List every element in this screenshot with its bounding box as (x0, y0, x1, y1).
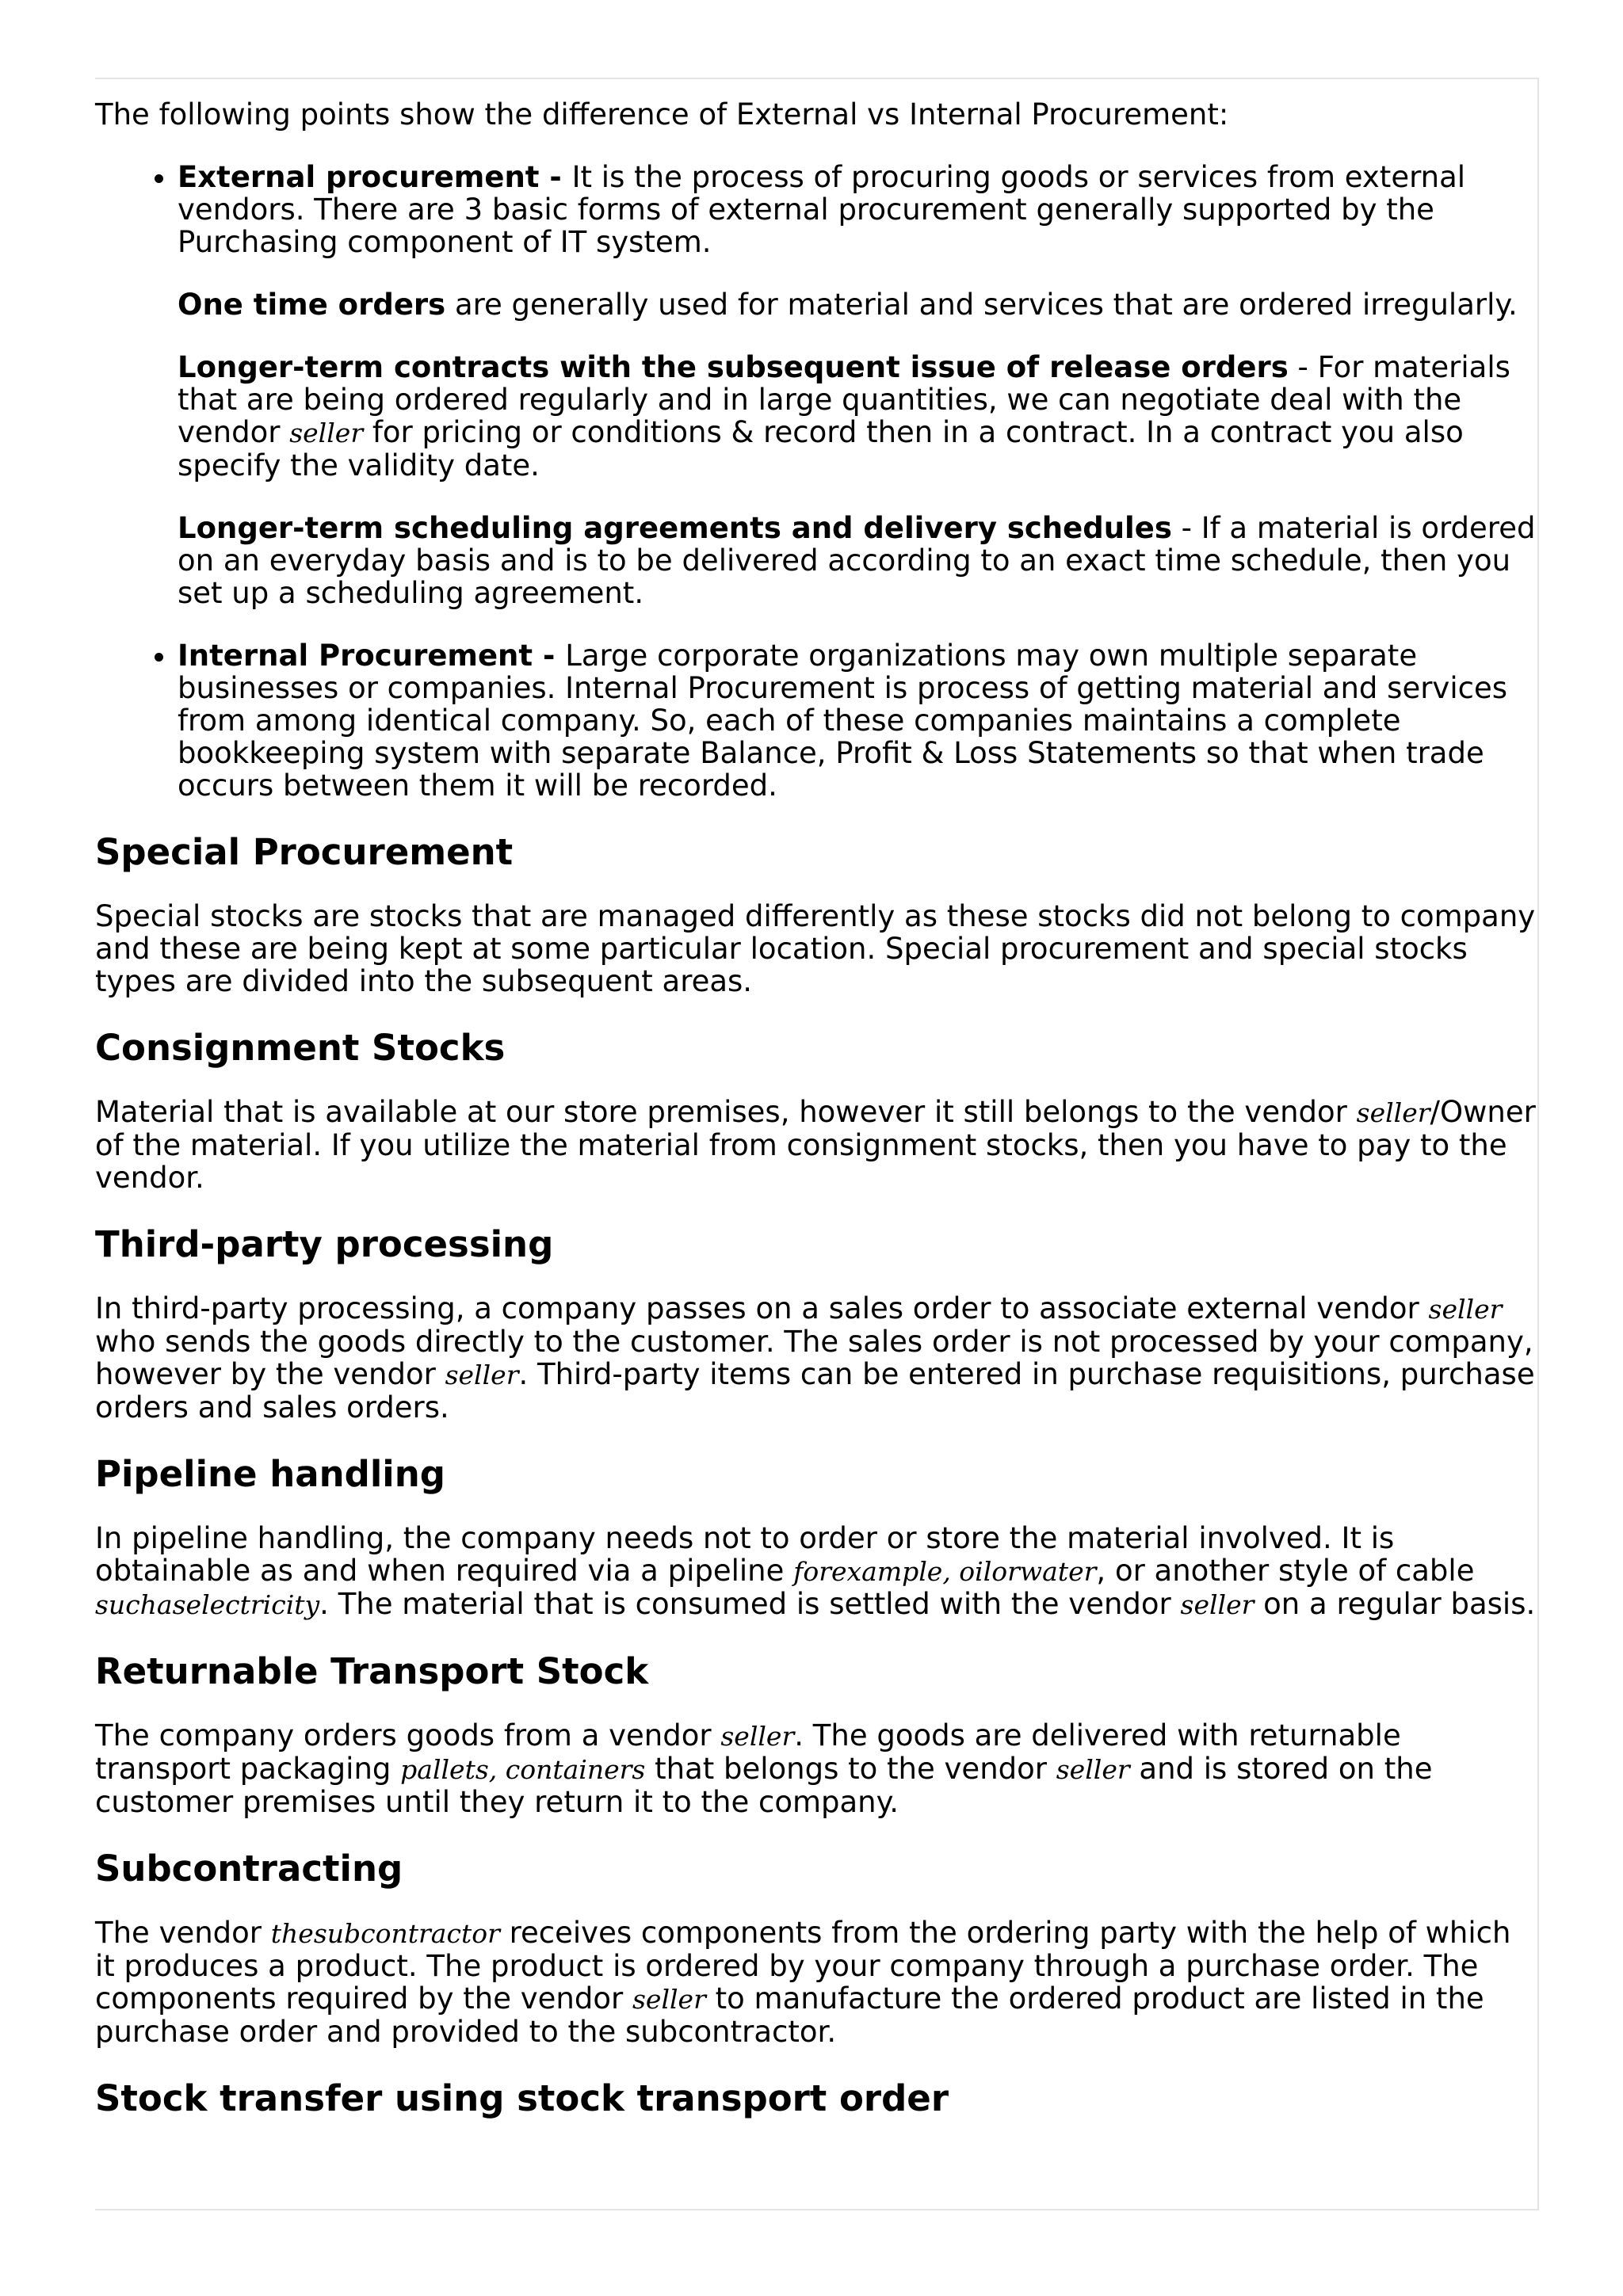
internal-label: Internal Procurement - (178, 639, 566, 673)
special-procurement-paragraph: Special stocks are stocks that are managed differently as these stocks did not belong to company and these are being kept at some particular location. Special procurement and special stocks types are divided into the subsequent areas. (95, 899, 1536, 998)
contracts-paragraph: Longer-term contracts with the subsequent issue of release orders - For materials that are being ordered regularly and in large quantities, we can negotiate deal with the vendor seller for pricing or conditions & record then in a contract. In a contract you also specify the validity date. (178, 350, 1510, 482)
procurement-list (95, 161, 1537, 802)
heading-special-procurement: Special Procurement (95, 831, 514, 873)
heading-consignment-stocks: Consignment Stocks (95, 1027, 506, 1069)
heading-third-party-processing: Third-party processing (95, 1223, 554, 1265)
heading-stock-transfer: Stock transfer using stock transport order (95, 2077, 949, 2119)
internal-text: Large corporate organizations may own multiple separate businesses or companies. Internal Procurement is process of getting material and services from among identical company. So, each of these companies maintains a complete bookkeeping system with separate Balance, Profit & Loss Statements so that when trade occurs between them it will be recorded. (178, 639, 1507, 803)
heading-subcontracting: Subcontracting (95, 1848, 403, 1890)
list-item-external (178, 161, 1537, 609)
external-text: It is the process of procuring goods or services from external vendors. There are 3 basic forms of external procurement generally supported by the Purchasing component of IT system. (178, 160, 1466, 259)
heading-pipeline-handling: Pipeline handling (95, 1453, 445, 1495)
external-label: External procurement - (178, 160, 572, 194)
one-time-orders-paragraph: One time orders are generally used for material and services that are ordered irregularly. (178, 288, 1518, 322)
heading-returnable-transport-stock: Returnable Transport Stock (95, 1650, 649, 1692)
scheduling-paragraph: Longer-term scheduling agreements and delivery schedules - If a material is ordered on an everyday basis and is to be delivered according to an exact time schedule, then you set up a scheduling agreement. (178, 511, 1536, 610)
list-item-internal (178, 639, 1537, 802)
third-party-paragraph: In third-party processing, a company passes on a sales order to associate external vendor seller who sends the goods directly to the customer. The sales order is not processed by your company, however by the vendor seller. Third-party items can be entered in purchase requisitions, purchase orders and sales orders. (95, 1291, 1535, 1425)
returnable-paragraph: The company orders goods from a vendor seller. The goods are delivered with returnable transport packaging pallets, containers that belongs to the vendor seller and is stored on the customer premises until they return it to the company. (95, 1718, 1433, 1819)
consignment-paragraph: Material that is available at our store premises, however it still belongs to the vendor seller/Owner of the material. If you utilize the material from consignment stocks, then you have to pay to the vendor. (95, 1095, 1536, 1195)
subcontracting-paragraph: The vendor thesubcontractor receives components from the ordering party with the help of which it produces a product. The product is ordered by your company through a purchase order. The components required by the vendor seller to manufacture the ordered product are listed in the purchase order and provided to the subcontractor. (95, 1916, 1511, 2049)
document-content (95, 98, 1537, 2146)
intro-paragraph: The following points show the difference of External vs Internal Procurement: (95, 97, 1229, 132)
pipeline-paragraph: In pipeline handling, the company needs not to order or store the material involved. It is obtainable as and when required via a pipeline forexample, oilorwater, or another style of cable suchaselectricity. The material that is consumed is settled with the vendor seller on a regular basis. (95, 1521, 1536, 1621)
